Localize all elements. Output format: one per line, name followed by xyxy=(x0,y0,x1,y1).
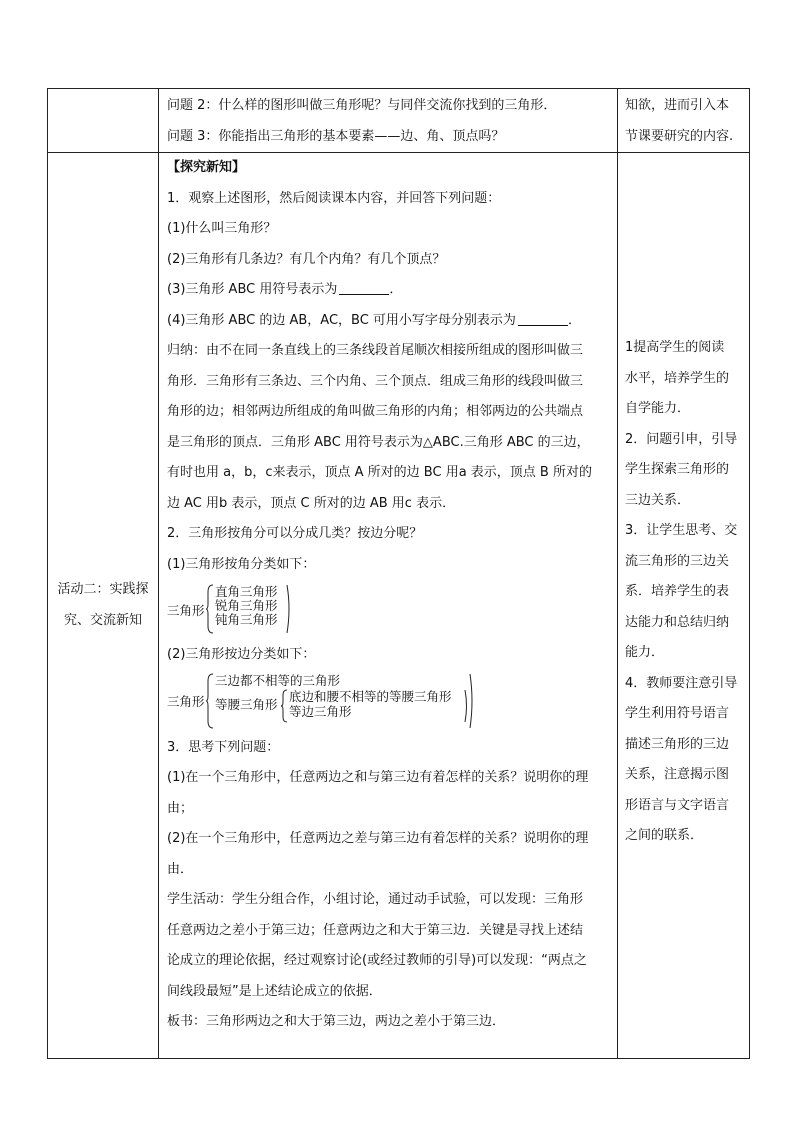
question-3-line: 由． xyxy=(167,861,194,877)
content-cell xyxy=(159,89,618,153)
intent-cell xyxy=(618,89,750,153)
student-activity-line: 学生活动：学生分组合作，小组讨论，通过动手试验，可以发现：三角形 xyxy=(167,892,584,907)
right-paren-icon xyxy=(286,584,292,634)
student-activity-line: 间线段最短”是上述结论成立的依据． xyxy=(167,983,382,999)
section-heading: 【探究新知】 xyxy=(167,160,246,175)
question-3-title: 3．思考下列问题： xyxy=(167,739,280,755)
content-cell xyxy=(159,153,618,1059)
question-3-line: (1)在一个三角形中，任意两边之和与第三边有着怎样的关系？说明你的理 xyxy=(167,770,589,785)
classification-item: 三边都不相等的三角形 xyxy=(215,672,341,688)
intent-line: 描述三角形的三边 xyxy=(625,736,730,752)
question-1-title: 1．观察上述图形，然后阅读课本内容，并回答下列问题： xyxy=(167,190,501,206)
question-1d-text: (4)三角形 ABC 的边 AB，AC，BC 可用小写字母分别表示为 xyxy=(167,312,516,328)
answer-blank xyxy=(339,282,389,295)
activity-cell xyxy=(48,153,159,1059)
activity-cell-empty xyxy=(48,89,159,153)
summary-line: 归纳：由不在同一条直线上的三条线段首尾顺次相接所组成的图形叫做三 xyxy=(167,343,584,358)
question-3: 问题 3：你能指出三角形的基本要素——边、角、顶点吗？ xyxy=(167,128,505,144)
summary-line: 是三角形的顶点．三角形 ABC 用符号表示为△ABC.三角形 ABC 的三边， xyxy=(167,434,590,450)
intent-spacer xyxy=(618,153,749,333)
intent-line: 学生探索三角形的 xyxy=(625,462,730,477)
classification-item: 等边三角形 xyxy=(289,703,352,719)
question-2b: (2)三角形按边分类如下： xyxy=(167,647,316,662)
table-row xyxy=(48,153,750,1059)
side-classification xyxy=(159,671,617,733)
intent-line: 知欲，进而引入本 xyxy=(625,98,730,113)
intent-line: 能力． xyxy=(625,645,665,660)
student-activity-line: 任意两边之差小于第三边；任意两边之和大于第三边．关键是寻找上述结 xyxy=(167,922,584,938)
intent-line: 2．问题引申，引导 xyxy=(625,431,738,447)
angle-classification xyxy=(159,580,617,640)
classification-item: 钝角三角形 xyxy=(215,612,278,627)
intent-line: 学生利用符号语言 xyxy=(625,706,730,721)
question-1c-text: (3)三角形 ABC 用符号表示为 xyxy=(167,282,338,297)
intent-line: 1提高学生的阅读 xyxy=(625,340,725,355)
classification-item: 直角三角形 xyxy=(215,584,278,599)
summary-line: 角形的边；相邻两边所组成的角叫做三角形的内角；相邻两边的公共端点 xyxy=(167,404,584,419)
classification-item: 底边和腰不相等的等腰三角形 xyxy=(289,688,452,704)
summary-line: 边 AC 用b 表示，顶点 C 所对的边 AB 用c 表示． xyxy=(167,495,456,511)
left-brace-icon xyxy=(206,673,214,729)
lesson-plan-table xyxy=(47,88,750,1059)
intent-line: 系．培养学生的表 xyxy=(625,584,730,599)
period: ． xyxy=(389,282,403,297)
answer-blank xyxy=(518,313,568,326)
classification-root: 三角形 xyxy=(167,603,205,618)
intent-line: 流三角形的三边关 xyxy=(625,553,730,569)
intent-line: 之间的联系． xyxy=(625,828,704,843)
student-activity-line: 论成立的理论依据，经过观察讨论(或经过教师的引导)可以发现：“两点之 xyxy=(167,953,587,968)
question-3-line: (2)在一个三角形中，任意两边之差与第三边有着怎样的关系？说明你的理 xyxy=(167,831,589,846)
question-2-title: 2．三角形按角分可以分成几类？按边分呢？ xyxy=(167,526,423,541)
question-1c xyxy=(159,275,617,306)
activity-title-line: 活动二：实践探 xyxy=(57,582,149,597)
intent-line: 节课要研究的内容. xyxy=(625,128,734,144)
question-3-line: 由； xyxy=(167,800,194,816)
table-row xyxy=(48,89,750,153)
intent-line: 达能力和总结归纳 xyxy=(625,614,730,630)
classification-item: 等腰三角形 xyxy=(215,696,278,712)
question-1d xyxy=(159,306,617,337)
question-2a: (1)三角形按角分类如下： xyxy=(167,556,316,572)
intent-line: 关系，注意揭示图 xyxy=(625,767,730,782)
question-2: 问题 2：什么样的图形叫做三角形呢？与同伴交流你找到的三角形． xyxy=(167,98,557,113)
intent-line: 水平，培养学生的 xyxy=(625,370,730,386)
classification-item: 锐角三角形 xyxy=(215,598,278,613)
period: ． xyxy=(567,312,581,328)
intent-cell xyxy=(618,153,750,1059)
question-1a: (1)什么叫三角形？ xyxy=(167,221,277,236)
activity-title-line: 究、交流新知 xyxy=(63,612,142,628)
question-1b: (2)三角形有几条边？有几个内角？有几个顶点？ xyxy=(167,251,446,267)
summary-line: 有时也用 a，b，c来表示，顶点 A 所对的边 BC 用a 表示，顶点 B 所对的 xyxy=(167,465,592,480)
left-brace-icon xyxy=(281,689,288,723)
intent-line: 3．让学生思考、交 xyxy=(625,523,738,538)
intent-line: 三边关系． xyxy=(625,492,691,508)
intent-line: 自学能力． xyxy=(625,401,691,416)
intent-line: 4．教师要注意引导 xyxy=(625,675,738,691)
intent-line: 形语言与文字语言 xyxy=(625,797,730,813)
summary-line: 角形．三角形有三条边、三个内角、三个顶点．组成三角形的线段叫做三 xyxy=(167,373,584,389)
left-brace-icon xyxy=(206,584,214,634)
right-paren-icon xyxy=(469,673,475,729)
classification-root: 三角形 xyxy=(167,693,205,709)
board-writing: 板书：三角形两边之和大于第三边，两边之差小于第三边． xyxy=(167,1014,506,1029)
